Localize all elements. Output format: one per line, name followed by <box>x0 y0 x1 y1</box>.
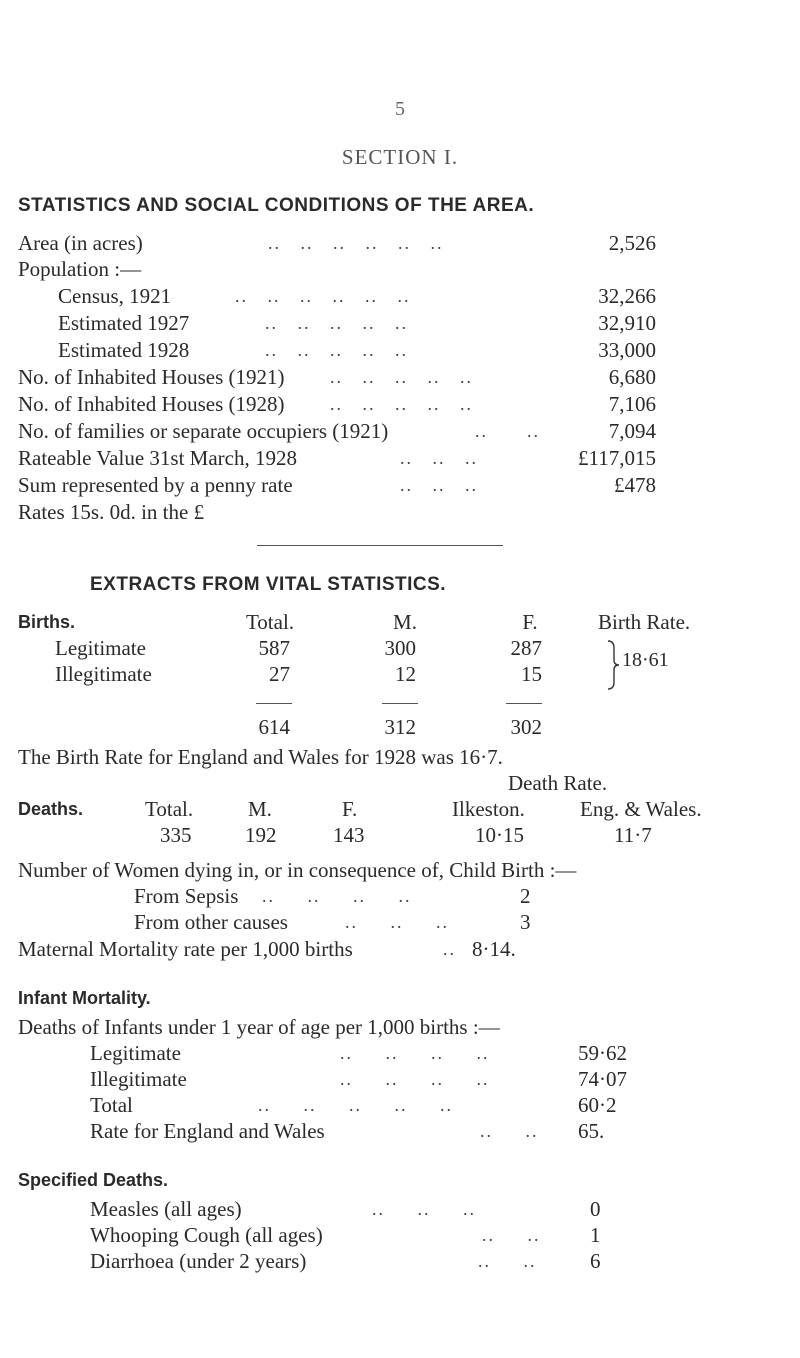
infant-intro: Deaths of Infants under 1 year of age per 1,000 births :— <box>18 1015 500 1039</box>
births-total-total: 614 <box>258 715 290 739</box>
births-total-m: 312 <box>384 715 416 739</box>
stat-label-houses-1921: No. of Inhabited Houses (1921) <box>18 365 285 389</box>
stat-label-estimated-1928: Estimated 1928 <box>58 338 190 362</box>
infant-row-label: Rate for England and Wales <box>90 1119 325 1143</box>
sum-rule <box>256 703 292 704</box>
births-header-m: M. <box>393 610 417 634</box>
dot-leader: .. .. .. .. .. <box>258 1095 453 1115</box>
dot-leader: .. .. .. .. .. <box>265 340 408 360</box>
stat-label-population: Population :— <box>18 257 142 281</box>
sum-rule <box>506 703 542 704</box>
deaths-header-ilkeston: Ilkeston. <box>452 797 525 821</box>
stat-label-penny-rate: Sum represented by a penny rate <box>18 473 293 497</box>
maternal-value: 8·14. <box>472 937 516 961</box>
births-cell-f: 15 <box>521 662 542 686</box>
specified-row-value: 6 <box>590 1249 601 1273</box>
deaths-header-f: F. <box>342 797 358 821</box>
stat-label-houses-1928: No. of Inhabited Houses (1928) <box>18 392 285 416</box>
right-brace-icon <box>606 640 620 690</box>
stat-label-census: Census, 1921 <box>58 284 172 308</box>
specified-row-label: Measles (all ages) <box>90 1197 242 1221</box>
england-birth-rate-text: The Birth Rate for England and Wales for 1928 was 16·7. <box>18 745 503 769</box>
sum-rule <box>382 703 418 704</box>
dot-leader: .. .. .. .. <box>340 1043 490 1063</box>
dot-leader: .. .. .. .. <box>340 1069 490 1089</box>
infant-row-value: 59·62 <box>578 1041 627 1065</box>
dot-leader: .. .. .. .. .. <box>330 394 473 414</box>
infant-row-label: Total <box>90 1093 133 1117</box>
births-row-label: Legitimate <box>55 636 146 660</box>
births-header-f: F. <box>522 610 538 634</box>
dot-leader: .. .. .. .. .. .. <box>235 286 411 306</box>
stat-value-census: 32,266 <box>598 284 656 308</box>
births-row-label: Illegitimate <box>55 662 152 686</box>
page-number: 5 <box>395 98 405 120</box>
dot-leader: .. <box>443 939 456 959</box>
deaths-value-m: 192 <box>245 823 277 847</box>
infant-row-label: Legitimate <box>90 1041 181 1065</box>
dot-leader: .. .. <box>480 1121 539 1141</box>
births-header-total: Total. <box>245 610 295 634</box>
stat-label-estimated-1927: Estimated 1927 <box>58 311 190 335</box>
births-rate-value: 18·61 <box>622 649 669 671</box>
stat-value-area: 2,526 <box>608 231 656 255</box>
births-cell-m: 12 <box>395 662 416 686</box>
specified-row-value: 0 <box>590 1197 601 1221</box>
dot-leader: .. .. <box>478 1251 537 1271</box>
deaths-value-ilkeston: 10·15 <box>475 823 524 847</box>
specified-row-value: 1 <box>590 1223 601 1247</box>
stat-label-rateable-value: Rateable Value 31st March, 1928 <box>18 446 297 470</box>
dot-leader: .. .. .. <box>400 475 478 495</box>
section-title: SECTION I. <box>341 145 459 169</box>
death-rate-heading: Death Rate. <box>508 771 608 795</box>
stat-label-families: No. of families or separate occupiers (1921) <box>18 419 389 443</box>
stat-value-families: 7,094 <box>608 419 656 443</box>
dot-leader: .. .. .. <box>345 912 449 932</box>
births-label: Births. <box>18 612 76 632</box>
dot-leader: .. .. .. .. .. <box>265 313 408 333</box>
infant-heading: Infant Mortality. <box>18 988 151 1008</box>
deaths-header-eng-wales: Eng. & Wales. <box>580 797 702 821</box>
stat-value-penny-rate: £478 <box>614 473 656 497</box>
dot-leader: .. .. .. .. <box>262 886 412 906</box>
births-header-rate: Birth Rate. <box>598 610 691 634</box>
births-cell-total: 27 <box>269 662 290 686</box>
deaths-header-total: Total. <box>145 797 194 821</box>
page-heading: STATISTICS AND SOCIAL CONDITIONS OF THE AREA. <box>18 195 535 216</box>
vital-heading: EXTRACTS FROM VITAL STATISTICS. <box>90 574 447 595</box>
specified-heading: Specified Deaths. <box>18 1170 169 1190</box>
births-cell-m: 300 <box>384 636 416 660</box>
dot-leader: .. .. <box>482 1225 541 1245</box>
births-total-f: 302 <box>510 715 542 739</box>
women-row-label: From other causes <box>134 910 288 934</box>
stat-value-houses-1921: 6,680 <box>608 365 656 389</box>
deaths-value-eng-wales: 11·7 <box>614 823 652 847</box>
women-intro: Number of Women dying in, or in consequence of, Child Birth :— <box>18 858 577 882</box>
dot-leader: .. .. .. <box>372 1199 476 1219</box>
divider <box>257 545 503 546</box>
births-cell-total: 587 <box>258 636 290 660</box>
stat-value-estimated-1928: 33,000 <box>598 338 656 362</box>
deaths-value-total: 335 <box>160 823 192 847</box>
infant-row-label: Illegitimate <box>90 1067 187 1091</box>
stat-value-estimated-1927: 32,910 <box>598 311 656 335</box>
births-cell-f: 287 <box>510 636 542 660</box>
stat-label-rates: Rates 15s. 0d. in the £ <box>18 500 205 524</box>
specified-row-label: Diarrhoea (under 2 years) <box>90 1249 307 1273</box>
dot-leader: .. .. .. .. .. <box>330 367 473 387</box>
women-row-label: From Sepsis <box>134 884 239 908</box>
dot-leader: .. .. <box>475 421 540 441</box>
dot-leader: .. .. .. <box>400 448 478 468</box>
stat-label-area: Area (in acres) <box>18 231 143 255</box>
specified-row-label: Whooping Cough (all ages) <box>90 1223 323 1247</box>
stat-value-rateable-value: £117,015 <box>578 446 656 470</box>
infant-row-value: 60·2 <box>578 1093 617 1117</box>
deaths-value-f: 143 <box>333 823 365 847</box>
maternal-label: Maternal Mortality rate per 1,000 births <box>18 937 353 961</box>
women-row-value: 3 <box>520 910 531 934</box>
women-row-value: 2 <box>520 884 531 908</box>
deaths-header-m: M. <box>248 797 272 821</box>
deaths-label: Deaths. <box>18 799 84 819</box>
stat-value-houses-1928: 7,106 <box>608 392 656 416</box>
infant-row-value: 65. <box>578 1119 605 1143</box>
dot-leader: .. .. .. .. .. .. <box>268 233 444 253</box>
infant-row-value: 74·07 <box>578 1067 627 1091</box>
